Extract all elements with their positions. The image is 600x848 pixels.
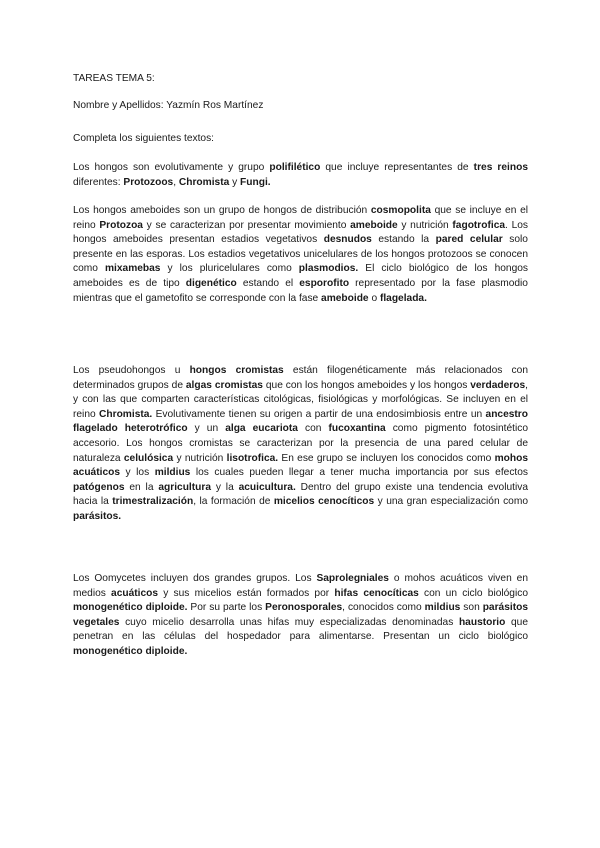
bold-term: tres reinos — [473, 162, 529, 173]
text-run: y — [229, 176, 241, 188]
text-run: Dentro del grupo existe una tendencia evolutiva hacia la — [73, 481, 528, 508]
text-run: y la — [211, 481, 239, 493]
text-run: y se caracterizan por presentar movimiento — [142, 219, 351, 231]
text-run: , y con las que comparten características citológicas, fisiológicas y morfológicas. Se incluyen en el reino — [73, 379, 528, 420]
document-title: TAREAS TEMA 5: — [73, 73, 155, 84]
bold-term: fucoxantina — [328, 423, 386, 435]
text-run: diferentes: — [73, 176, 124, 188]
text-run: o mohos acuáticos viven en medios — [73, 573, 528, 599]
bold-term: desnudos — [323, 234, 372, 246]
bold-term: digenético — [185, 277, 237, 289]
text-run: , la formación de — [193, 496, 274, 508]
text-run: que penetran en las células del hospedador para alimentarse. Presentan un ciclo biológico — [73, 616, 529, 643]
text-run: , — [173, 176, 179, 188]
text-run: Los hongos ameboides son un grupo de hongos de distribución — [73, 205, 371, 216]
text-run: estando la — [371, 234, 436, 246]
text-run: y un — [187, 423, 226, 435]
text-run: cuyo micelio desarrolla unas hifas muy especializadas denominadas — [119, 616, 459, 628]
bold-term: verdaderos — [470, 379, 526, 391]
bold-term: pared celular — [435, 234, 503, 246]
bold-term: mildius — [154, 467, 191, 479]
text-run: con — [297, 423, 329, 435]
instruction-text: Completa los siguientes textos: — [73, 133, 214, 144]
paragraph-pseudohongos — [73, 364, 528, 525]
bold-term: alga eucariota — [225, 423, 298, 435]
bold-term: Fungi. — [240, 176, 271, 188]
bold-term: Protozoa — [99, 219, 143, 231]
text-run: y nutrición — [173, 452, 227, 464]
text-run: y los — [120, 467, 155, 479]
text-run: son — [460, 602, 483, 614]
text-run: en la — [124, 481, 159, 493]
bold-term: mildius — [424, 602, 461, 614]
text-run: Evolutivamente tienen su origen a partir de una endosimbiosis entre un — [152, 408, 486, 420]
bold-term: flagelada. — [379, 292, 427, 304]
text-run: y los pluricelulares como — [160, 263, 299, 275]
bold-term: acuicultura. — [238, 481, 296, 493]
bold-term: polifilético — [269, 162, 321, 173]
text-run: En ese grupo se incluyen los conocidos como — [278, 452, 495, 464]
text-run: estando el — [236, 277, 300, 289]
bold-term: acuáticos — [111, 587, 159, 599]
text-run: que incluye representantes de — [320, 162, 474, 173]
student-name-line: Nombre y Apellidos: Yazmín Ros Martínez — [73, 100, 264, 111]
text-run: , conocidos como — [342, 602, 425, 614]
bold-term: patógenos — [73, 481, 125, 493]
bold-term: lisotrofica. — [226, 452, 279, 464]
bold-term: monogenético diploide. — [73, 645, 188, 657]
bold-term: Saprolegniales — [316, 573, 389, 584]
text-run: Los hongos son evolutivamente y grupo — [73, 162, 270, 173]
bold-term: monogenético diploide. — [73, 602, 188, 614]
text-run: o — [368, 292, 380, 304]
text-run: los cuales pueden llegar a tener mucha importancia por sus efectos — [190, 467, 529, 479]
text-run: representado por la fase plasmodio mientras que el gametofito se corresponde con la fase — [73, 277, 528, 304]
bold-term: mohos acuáticos — [73, 452, 529, 479]
text-run: solo presente en las esporas. Los estadios vegetativos unicelulares de los hongos protozoos se conocen como — [73, 234, 528, 275]
text-run: como pigmento fotosintético accesorio. Los hongos cromistas se caracterizan por la presencia de una pared celular de naturaleza — [73, 423, 528, 464]
bold-term: parásitos. — [73, 510, 122, 522]
bold-term: plasmodios. — [298, 263, 359, 275]
text-run: que se incluye en el reino — [73, 205, 528, 231]
text-run: y nutrición — [397, 219, 453, 231]
bold-term: cosmopolita — [370, 205, 431, 216]
text-run: . Los hongos ameboides presentan estadios vegetativos — [73, 219, 529, 246]
bold-term: Chromista. — [99, 408, 153, 420]
bold-term: hongos cromistas — [189, 365, 284, 376]
paragraph-hongos-ameboides — [73, 204, 528, 306]
bold-term: mixamebas — [104, 263, 161, 275]
bold-term: ancestro flagelado heterotrófico — [73, 408, 528, 435]
paragraph-intro — [73, 161, 528, 190]
bold-term: algas cromistas — [185, 379, 263, 391]
bold-term: fagotrofica — [452, 219, 506, 231]
text-run: Por su parte los — [187, 602, 266, 614]
bold-term: haustorio — [458, 616, 506, 628]
bold-term: Protozoos — [123, 176, 174, 188]
text-run: con un ciclo biológico — [418, 587, 528, 599]
text-run: El ciclo biológico de los hongos ameboides es de tipo — [73, 263, 528, 289]
bold-term: trimestralización — [112, 496, 194, 508]
text-run: que con los hongos ameboides y los hongos — [262, 379, 471, 391]
text-run: Los pseudohongos u — [73, 365, 190, 376]
bold-term: hifas cenocíticas — [334, 587, 419, 599]
text-run: y una gran especialización como — [374, 496, 528, 508]
bold-term: celulósica — [123, 452, 174, 464]
bold-term: parásitos vegetales — [73, 602, 528, 628]
bold-term: agricultura — [158, 481, 211, 493]
text-run: y sus micelios están formados por — [158, 587, 335, 599]
bold-term: micelios cenocíticos — [273, 496, 375, 508]
bold-term: Peronosporales — [265, 602, 343, 614]
bold-term: ameboide — [350, 219, 398, 231]
paragraph-oomycetes — [73, 572, 528, 660]
text-run: Los Oomycetes incluyen dos grandes grupos. Los — [73, 573, 317, 584]
text-run: están filogenéticamente más relacionados con determinados grupos de — [73, 365, 528, 391]
bold-term: Chromista — [178, 176, 230, 188]
bold-term: esporofito — [299, 277, 350, 289]
bold-term: ameboide — [321, 292, 369, 304]
